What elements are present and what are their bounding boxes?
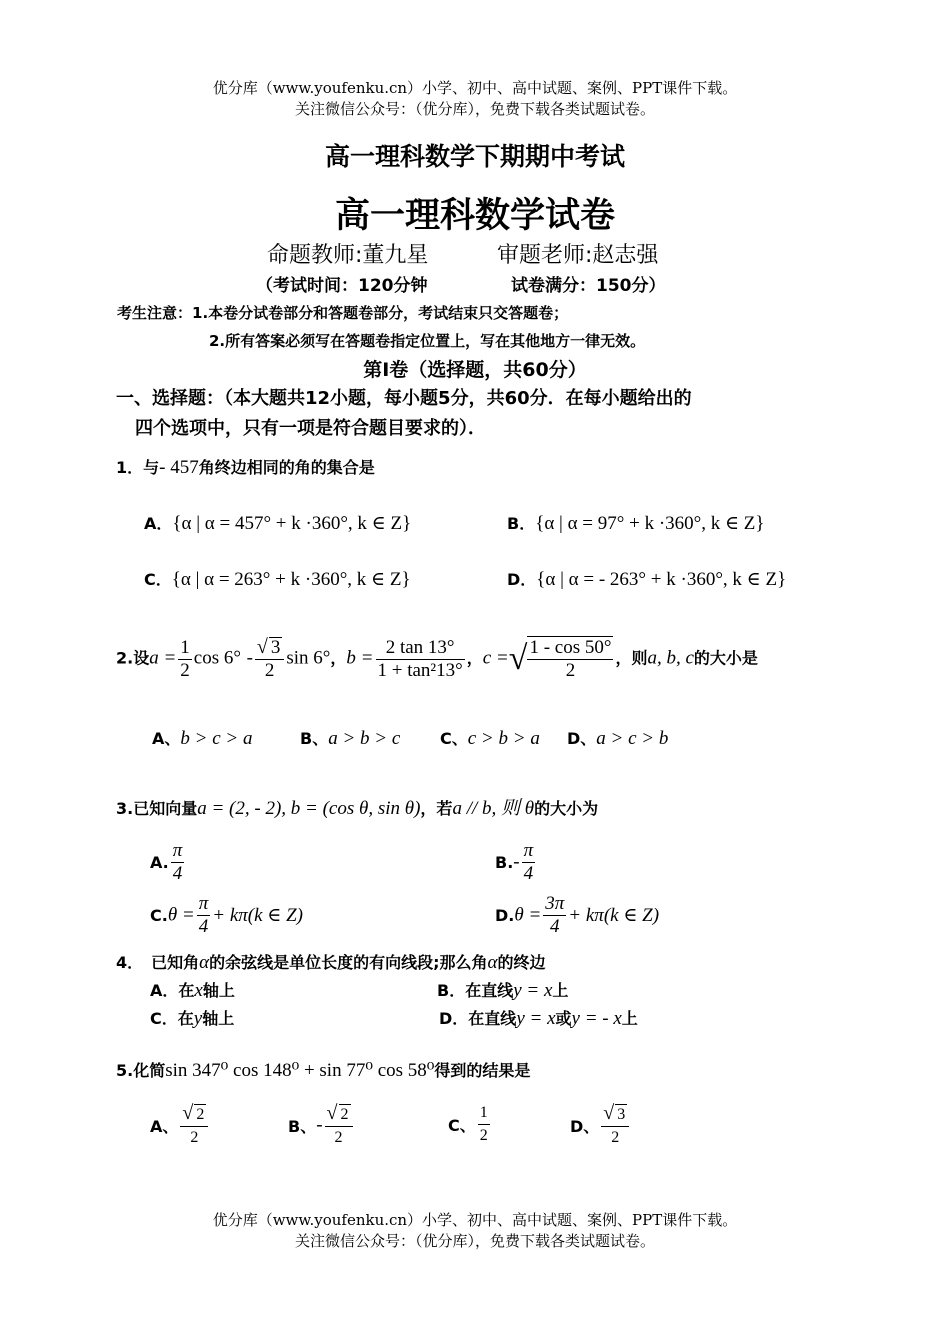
q4-c-pre: 在 <box>177 1009 194 1028</box>
q5-suffix: 得到的结果是 <box>434 1061 531 1080</box>
q4-d-expr-1: y = x <box>516 1008 556 1029</box>
q3-option-a-label: A. <box>150 853 169 872</box>
q1-option-b[interactable] <box>507 511 765 535</box>
q2-option-b-label: B、 <box>300 729 329 748</box>
q3-d-frac <box>543 893 566 938</box>
q3-if: ，若 <box>420 799 453 818</box>
q1-option-a-label: A． <box>144 514 173 533</box>
q3-c-lhs: θ = <box>167 904 195 926</box>
note-2: 2.所有答案必须写在答题卷指定位置上，写在其他地方一律无效。 <box>209 332 646 350</box>
question-2-stem <box>116 636 758 682</box>
q4-a-pre: 在 <box>178 981 195 1000</box>
q2-c-lhs: c = <box>482 647 509 669</box>
q4-a-var: x <box>194 980 203 1001</box>
part1-instruction-line-1: 一、选择题：（本大题共12小题，每小题5分，共60分．在每小题给出的 <box>116 388 692 409</box>
q5-option-d[interactable] <box>570 1102 631 1149</box>
q4-b-post: 上 <box>552 981 569 1000</box>
q4-b-expr: y = x <box>513 980 553 1001</box>
footer-line-1: 优分库（www.youfenku.cn）小学、初中、高中试题、案例、PPT课件下载。 <box>212 1211 738 1229</box>
q2-c-frac <box>527 636 613 682</box>
q3-option-b[interactable] <box>495 840 537 885</box>
sqrt-icon: √ <box>508 640 528 677</box>
q4-option-b[interactable] <box>437 978 568 1002</box>
q2-a-lhs: a = <box>149 647 177 669</box>
q2-suffix: 的大小是 <box>693 648 758 668</box>
q2-option-a-text: b > c > a <box>180 728 253 749</box>
q3-c-rhs: + kπ(k ∈ Z) <box>212 905 304 926</box>
part1-instruction-line-2: 四个选项中，只有一项是符合题目要求的）． <box>135 418 486 439</box>
q5-a-num <box>180 1102 208 1127</box>
q5-c-den: 2 <box>479 1127 488 1144</box>
q5-a-sqrt: 2 <box>196 1106 205 1123</box>
q2-vars: a, b, c <box>647 647 694 669</box>
q3-d-den: 4 <box>550 916 560 937</box>
sqrt-icon: √ <box>326 1102 338 1124</box>
question-3-stem <box>116 793 598 820</box>
q2-a-cos: cos 6° <box>193 647 241 669</box>
footer-line-2: 关注微信公众号：（优分库），免费下载各类试题试卷。 <box>294 1232 655 1250</box>
q2-option-b[interactable] <box>300 726 400 750</box>
q4-option-c[interactable] <box>150 1006 234 1030</box>
q3-condition: a // b, 则 θ <box>452 798 535 819</box>
q3-b-frac <box>522 840 536 885</box>
q2-c-num: 1 - cos 50° <box>529 637 612 658</box>
q4-suffix: 的终边 <box>497 953 546 972</box>
q5-d-frac <box>601 1102 629 1149</box>
q5-b-minus: - <box>316 1114 323 1136</box>
q2-a-sqrt3: 3 <box>270 637 281 658</box>
q5-option-b[interactable] <box>288 1102 355 1149</box>
q3-suffix: 的大小为 <box>534 799 599 818</box>
q4-option-c-label: C． <box>150 1009 178 1028</box>
q3-option-a[interactable] <box>150 840 186 885</box>
q5-c-frac <box>478 1102 490 1147</box>
q3-option-c-label: C. <box>150 906 168 925</box>
q1-option-d-text: {α | α = - 263° + k ·360°, k ∈ Z} <box>536 569 787 590</box>
q5-a-frac <box>180 1102 208 1149</box>
q5-expr: sin 347⁰ cos 148⁰ + sin 77⁰ cos 58⁰ <box>165 1060 435 1081</box>
q4-option-a[interactable] <box>150 978 235 1002</box>
q2-option-d[interactable] <box>567 726 668 750</box>
q1-angle: - 457 <box>159 457 199 478</box>
question-4-stem <box>116 950 546 974</box>
q2-b-frac <box>376 637 465 682</box>
reviewer-label: 审题老师:赵志强 <box>497 243 659 268</box>
q5-b-den: 2 <box>334 1129 343 1146</box>
q5-option-b-label: B、 <box>288 1117 317 1136</box>
main-title: 高一理科数学试卷 <box>334 196 615 236</box>
q4-d-pre: 在直线 <box>468 1009 517 1028</box>
q3-prefix: 3.已知向量 <box>116 799 198 818</box>
q4-d-or: 或 <box>555 1009 572 1028</box>
sqrt-icon: √ <box>182 1102 194 1124</box>
q2-option-c-label: C、 <box>440 729 468 748</box>
q1-option-c-text: {α | α = 263° + k ·360°, k ∈ Z} <box>171 569 411 590</box>
q4-c-post: 轴上 <box>202 1009 235 1028</box>
q5-option-a-label: A、 <box>150 1117 179 1136</box>
q3-d-lhs: θ = <box>514 904 542 926</box>
q2-option-d-label: D、 <box>567 729 597 748</box>
q4-option-b-label: B． <box>437 981 466 1000</box>
q3-d-rhs: + kπ(k ∈ Z) <box>568 905 660 926</box>
q3-b-den: 4 <box>523 863 534 884</box>
q2-a-sqrt-frac <box>255 636 284 682</box>
q5-b-sqrt: 2 <box>340 1106 349 1123</box>
q2-a-minus: - <box>246 647 253 669</box>
q1-option-d-label: D． <box>507 570 537 589</box>
q4-option-d[interactable] <box>439 1006 638 1030</box>
q4-d-post: 上 <box>621 1009 638 1028</box>
exam-name: 高一理科数学下期期中考试 <box>324 142 625 171</box>
notes-label: 考生注意： <box>117 304 193 322</box>
q1-option-b-label: B． <box>507 514 536 533</box>
q2-a-frac-den: 2 <box>180 659 190 681</box>
q3-a-frac <box>171 840 185 885</box>
q2-prefix: 2.设 <box>116 648 150 668</box>
q3-c-frac <box>197 893 211 938</box>
q3-d-num: 3π <box>545 893 565 914</box>
q4-option-d-label: D． <box>439 1009 469 1028</box>
note-1: 1.本卷分试卷部分和答题卷部分，考试结束只交答题卷； <box>192 304 569 322</box>
q3-option-c[interactable] <box>150 893 303 938</box>
q5-d-sqrt: 3 <box>617 1106 626 1123</box>
q1-prefix: 1．与 <box>116 458 160 477</box>
q3-vectors: a = (2, - 2), b = (cos θ, sin θ) <box>197 798 421 819</box>
q4-alpha-2: α <box>487 952 498 973</box>
q5-option-c[interactable] <box>448 1102 492 1147</box>
q5-option-a[interactable] <box>150 1102 210 1149</box>
notes-row-1 <box>117 302 568 323</box>
q3-a-num: π <box>172 840 183 861</box>
q2-b-num: 2 tan 13° <box>376 637 465 660</box>
q5-d-den: 2 <box>611 1129 620 1146</box>
q2-option-c-text: c > b > a <box>467 728 540 749</box>
q5-option-c-label: C、 <box>448 1116 476 1135</box>
score-label: 试卷满分：150分） <box>511 276 666 296</box>
q2-a-sin: sin 6° <box>286 647 331 669</box>
q5-a-den: 2 <box>190 1129 199 1146</box>
sqrt-icon: √ <box>603 1102 615 1124</box>
q2-option-a[interactable] <box>152 726 252 750</box>
q2-comma-2: ， <box>466 648 483 668</box>
q3-option-d[interactable] <box>495 893 659 938</box>
q5-b-num <box>325 1102 353 1127</box>
q5-b-frac <box>325 1102 353 1149</box>
sqrt-icon: √ <box>256 636 268 658</box>
q1-option-a[interactable] <box>144 511 411 535</box>
q3-option-d-label: D. <box>495 906 515 925</box>
q2-option-b-text: a > b > c <box>328 728 401 749</box>
q2-b-lhs: b = <box>346 647 374 669</box>
q4-alpha: α <box>199 952 210 973</box>
question-5-stem <box>116 1058 530 1082</box>
q4-prefix: 4． 已知角 <box>116 953 200 972</box>
header-line-2: 关注微信公众号：（优分库），免费下载各类试题试卷。 <box>294 100 655 118</box>
setter-label: 命题教师:董九星 <box>267 243 429 268</box>
q2-c-den: 2 <box>565 660 576 681</box>
q1-suffix: 角终边相同的角的集合是 <box>198 458 375 477</box>
q3-c-num: π <box>198 893 209 914</box>
q4-mid: 的余弦线是单位长度的有向线段;那么角 <box>209 953 488 972</box>
q2-option-a-label: A、 <box>152 729 181 748</box>
q3-b-minus: - <box>513 851 520 873</box>
q4-a-post: 轴上 <box>202 981 235 1000</box>
q4-d-expr-2: y = - x <box>571 1008 622 1029</box>
q2-comma-1: ， <box>330 648 347 668</box>
q1-option-d[interactable] <box>507 567 786 591</box>
q3-c-den: 4 <box>198 916 209 937</box>
q5-c-num: 1 <box>478 1102 490 1125</box>
time-label: （考试时间：120分钟 <box>256 276 428 296</box>
q2-a-sqrt-frac-num <box>255 636 284 660</box>
question-1-stem <box>116 455 375 479</box>
q2-option-d-text: a > c > b <box>596 728 669 749</box>
q2-then: ，则 <box>615 648 648 668</box>
q1-option-a-text: {α | α = 457° + k ·360°, k ∈ Z} <box>172 513 412 534</box>
q5-prefix: 5.化简 <box>116 1061 166 1080</box>
q2-a-frac-num: 1 <box>180 636 190 658</box>
q3-b-num: π <box>523 840 534 861</box>
q1-option-c-label: C． <box>144 570 172 589</box>
q3-a-den: 4 <box>172 863 183 884</box>
header-line-1: 优分库（www.youfenku.cn）小学、初中、高中试题、案例、PPT课件下载。 <box>212 79 738 97</box>
q5-d-num <box>601 1102 629 1127</box>
q5-option-d-label: D、 <box>570 1117 600 1136</box>
q2-option-c[interactable] <box>440 726 540 750</box>
q2-a-frac <box>178 637 192 682</box>
q1-option-c[interactable] <box>144 567 411 591</box>
q4-b-pre: 在直线 <box>465 981 514 1000</box>
q2-b-den: 1 + tan²13° <box>377 659 463 681</box>
q4-c-var: y <box>193 1008 203 1029</box>
q2-a-sqrt-den: 2 <box>264 660 275 681</box>
q1-option-b-text: {α | α = 97° + k ·360°, k ∈ Z} <box>535 513 765 534</box>
part1-title: 第Ⅰ卷（选择题，共60分） <box>363 359 587 381</box>
q4-option-a-label: A． <box>150 981 179 1000</box>
q3-option-b-label: B. <box>495 853 514 872</box>
